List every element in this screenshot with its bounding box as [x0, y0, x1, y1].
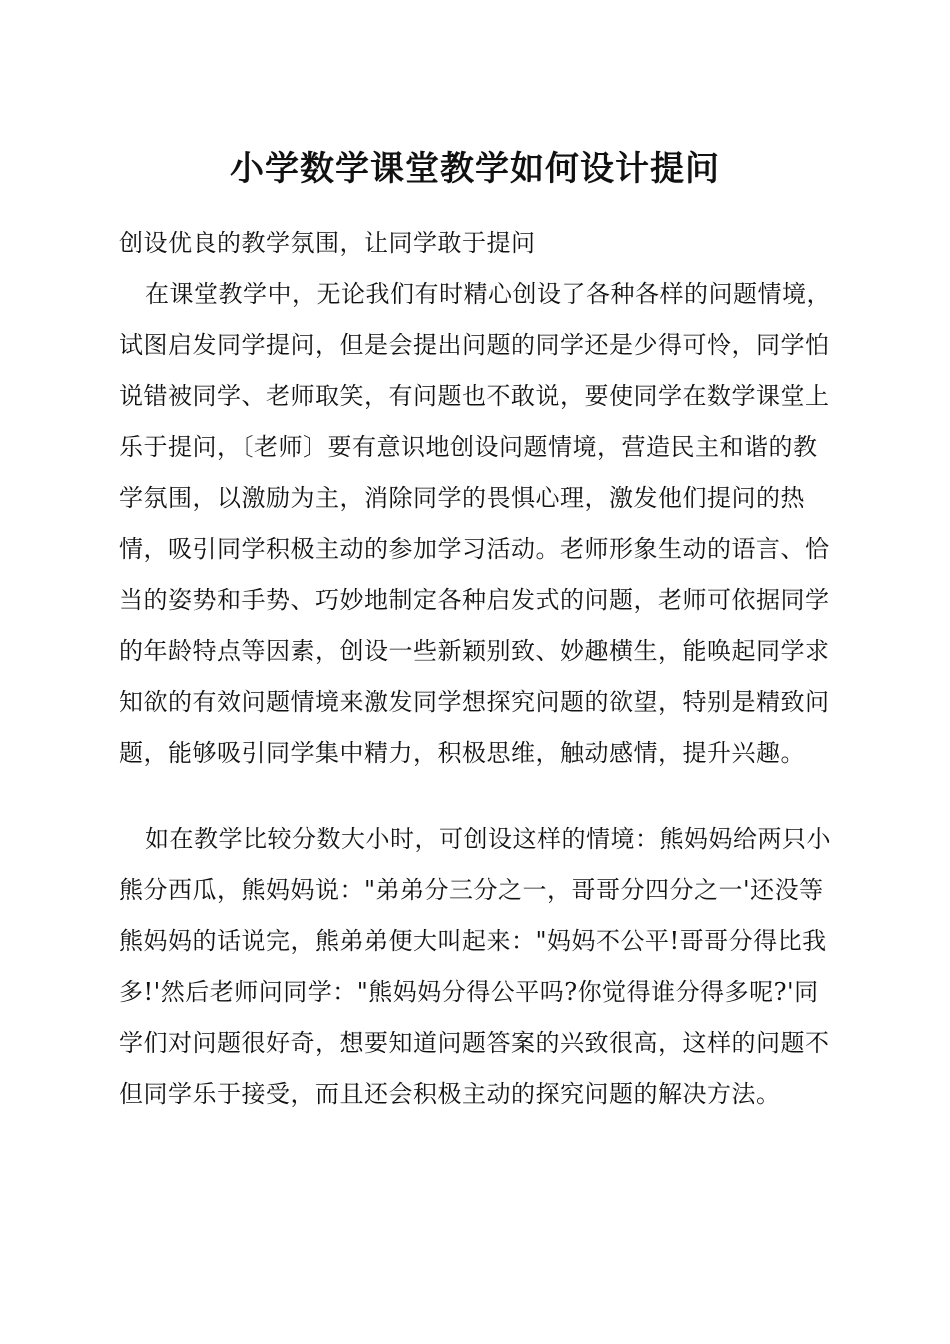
document-title: 小学数学课堂教学如何设计提问 — [230, 149, 720, 189]
section-heading: 创设优良的教学氛围，让同学敢于提问 — [119, 229, 536, 257]
paragraph-1: 在课堂教学中，无论我们有时精心创设了各种各样的问题情境，试图启发同学提问，但是会提出问题的同学还是少得可怜，同学怕说错被同学、老师取笑，有问题也不敢说，要使同学在数学课堂上乐于提问，〔老师〕要有意识地创设问题情境，营造民主和谐的教学氛围，以激励为主，消除同学的畏惧心理，激发他们提问的热情，吸引同学积极主动的参加学习活动。老师形象生动的语言、恰当的姿势和手势、巧妙地制定各种启发式的问题，老师可依据同学的年龄特点等因素，创设一些新颖别致、妙趣横生，能唤起同学求知欲的有效问题情境来激发同学想探究问题的欲望，特别是精致问题，能够吸引同学集中精力，积极思维，触动感情，提升兴趣。 — [119, 280, 831, 767]
paragraph-2: 如在教学比较分数大小时，可创设这样的情境：熊妈妈给两只小熊分西瓜，熊妈妈说："弟弟分三分之一，哥哥分四分之一'还没等熊妈妈的话说完，熊弟弟便大叫起来："妈妈不公平!哥哥分得比我多!'然后老师问同学："熊妈妈分得公平吗?你觉得谁分得多呢?'同学们对问题很好奇，想要知道问题答案的兴致很高，这样的问题不但同学乐于接受，而且还会积极主动的探究问题的解决方法。 — [119, 825, 831, 1108]
